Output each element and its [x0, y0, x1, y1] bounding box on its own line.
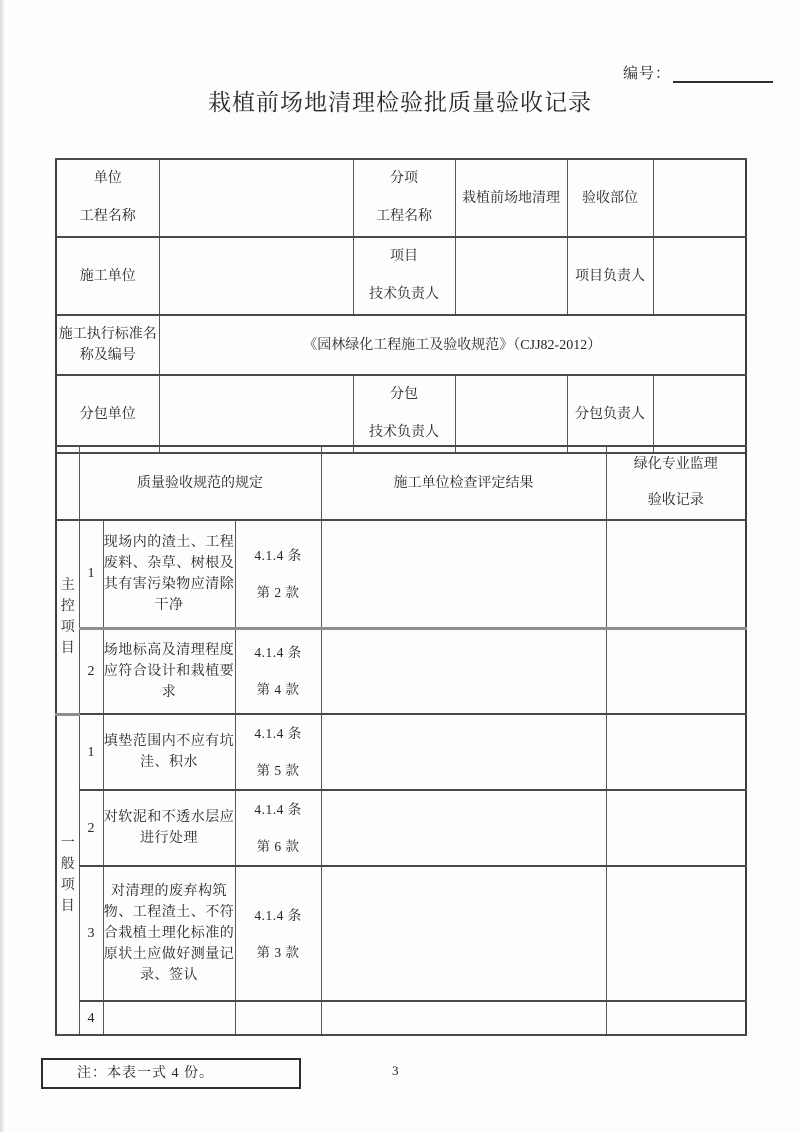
section-label-main-control: 主控项目	[56, 520, 79, 714]
info-table	[55, 158, 747, 454]
supervision-cell	[606, 628, 746, 714]
label-line: 工程名称	[376, 209, 432, 224]
requirement-cell: 填垫范围内不应有坑洼、积水	[103, 714, 235, 790]
clause-line: 第 5 款	[256, 763, 300, 778]
label-line: 技术负责人	[369, 287, 439, 302]
row-number-cell: 3	[79, 866, 103, 1001]
row-number-cell: 4	[79, 1001, 103, 1035]
clause-cell	[235, 866, 321, 1001]
clause-line: 第 4 款	[256, 682, 300, 698]
exec-standard-value-cell: 《园林绿化工程施工及验收规范》（CJJ82-2012）	[159, 315, 746, 375]
label-line: 分包	[390, 387, 418, 402]
requirement-cell: 对软泥和不透水层应进行处理	[103, 790, 235, 866]
result-cell	[321, 628, 606, 714]
row-number-cell: 2	[79, 790, 103, 866]
clause-cell	[235, 714, 321, 790]
label-line: 项目	[390, 249, 418, 264]
label-line: 绿化专业监理	[633, 457, 718, 472]
requirement-cell: 对清理的废弃构筑物、工程渣土、不符合栽植土理化标准的原状土应做好测量记录、签认	[103, 866, 235, 1001]
note-box	[41, 1058, 301, 1089]
project-manager-label-cell: 项目负责人	[567, 237, 653, 315]
clause-line: 第 6 款	[256, 839, 300, 854]
row-number-cell: 2	[79, 628, 103, 714]
info-row-standard	[56, 315, 746, 375]
info-row-construction-unit	[56, 237, 746, 315]
label-line: 技术负责人	[369, 425, 439, 440]
result-header-cell: 施工单位检查评定结果	[321, 446, 606, 520]
row-number-cell: 1	[79, 714, 103, 790]
info-row-subcontract	[56, 375, 746, 453]
requirement-cell: 现场内的渣土、工程废料、杂草、树根及其有害污染物应清除干净	[103, 520, 235, 628]
result-cell	[321, 790, 606, 866]
label-line: 施工执行标准名	[58, 327, 157, 342]
result-cell	[321, 520, 606, 628]
label-line: 单位	[93, 171, 122, 186]
page-number: 3	[392, 1063, 399, 1078]
clause-cell	[235, 790, 321, 866]
requirement-cell	[103, 1001, 235, 1035]
subitem-project-label-cell	[353, 159, 455, 237]
label-line: 分项	[390, 171, 418, 186]
supervision-cell	[606, 714, 746, 790]
unit-project-value-cell	[159, 159, 353, 237]
check-header-row	[56, 446, 746, 520]
doc-number-row	[623, 62, 773, 83]
subcontract-tech-leader-value-cell	[455, 375, 567, 453]
clause-cell	[235, 1001, 321, 1035]
subcontract-manager-label-cell: 分包负责人	[567, 375, 653, 453]
table-row	[56, 866, 746, 1001]
subcontract-unit-label-cell: 分包单位	[56, 375, 159, 453]
section-label-general: 一般项目	[56, 714, 79, 1035]
result-cell	[321, 866, 606, 1001]
clause-line: 4.1.4 条	[254, 907, 302, 923]
clause-cell	[235, 628, 321, 714]
clause-line: 4.1.4 条	[254, 802, 302, 817]
subcontract-tech-leader-label-cell	[353, 375, 455, 453]
clause-line: 4.1.4 条	[254, 726, 302, 741]
section-header-empty-cell	[56, 446, 79, 520]
clause-line: 第 3 款	[256, 944, 300, 960]
supervision-cell	[606, 790, 746, 866]
page-title: 栽植前场地清理检验批质量验收记录	[208, 90, 592, 115]
row-number-cell: 1	[79, 520, 103, 628]
label-line: 称及编号	[79, 348, 136, 363]
note-text: 注：本表一式 4 份。	[77, 1066, 214, 1081]
subcontract-manager-value-cell	[653, 375, 746, 453]
unit-project-label-cell	[56, 159, 159, 237]
table-row	[56, 628, 746, 714]
project-tech-leader-value-cell	[455, 237, 567, 315]
doc-number-underline	[673, 66, 773, 83]
label-line: 验收记录	[647, 493, 704, 508]
supervision-header-cell	[606, 446, 746, 520]
check-table	[55, 445, 747, 1036]
clause-line: 第 2 款	[256, 584, 300, 600]
acceptance-part-value-cell	[653, 159, 746, 237]
supervision-cell	[606, 866, 746, 1001]
construction-unit-value-cell	[159, 237, 353, 315]
clause-line: 4.1.4 条	[254, 645, 302, 661]
project-manager-value-cell	[653, 237, 746, 315]
spec-header-cell: 质量验收规范的规定	[79, 446, 321, 520]
requirement-cell: 场地标高及清理程度应符合设计和栽植要求	[103, 628, 235, 714]
subitem-project-value-cell: 栽植前场地清理	[455, 159, 567, 237]
supervision-cell	[606, 520, 746, 628]
project-tech-leader-label-cell	[353, 237, 455, 315]
construction-unit-label-cell: 施工单位	[56, 237, 159, 315]
acceptance-part-label-cell: 验收部位	[567, 159, 653, 237]
clause-line: 4.1.4 条	[254, 547, 302, 563]
supervision-cell	[606, 1001, 746, 1035]
table-row	[56, 790, 746, 866]
info-row-project	[56, 159, 746, 237]
doc-number-label: 编号：	[623, 66, 672, 82]
label-line: 工程名称	[79, 209, 136, 224]
subcontract-unit-value-cell	[159, 375, 353, 453]
clause-cell	[235, 520, 321, 628]
exec-standard-label-cell	[56, 315, 159, 375]
table-row	[56, 714, 746, 790]
result-cell	[321, 714, 606, 790]
result-cell	[321, 1001, 606, 1035]
table-row	[56, 520, 746, 628]
table-row	[56, 1001, 746, 1035]
